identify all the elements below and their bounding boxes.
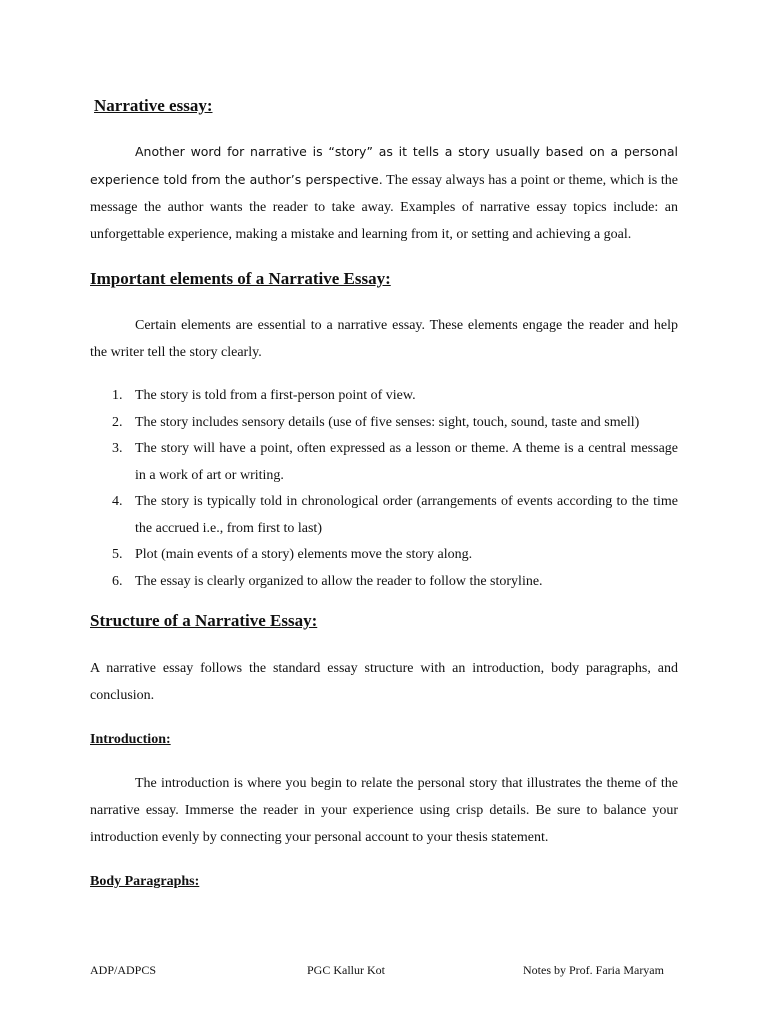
- list-item-number: 6.: [112, 573, 123, 589]
- structure-paragraph: A narrative essay follows the standard essay structure with an introduction, body paragraphs, and conclusion.: [90, 661, 678, 703]
- intro-paragraph: [90, 138, 678, 248]
- list-item-text: The story is typically told in chronological order (arrangements of events according to the time the accrued i.e., from first to last): [135, 494, 678, 536]
- footer-left: ADP/ADPCS: [90, 963, 157, 977]
- heading-body-paragraphs: Body Paragraphs:: [90, 874, 200, 889]
- introduction-paragraph: The introduction is where you begin to relate the personal story that illustrates the theme of the narrative essay. Immerse the reader in your experience using crisp details. Be sure to balance your introduction evenly by connecting your personal account to your thesis statement.: [90, 776, 678, 845]
- list-item: [90, 489, 678, 542]
- list-item: [90, 410, 678, 437]
- list-item: [90, 436, 678, 489]
- heading-introduction: Introduction:: [90, 732, 171, 747]
- list-item-number: 2.: [112, 414, 123, 430]
- list-item-text: Plot (main events of a story) elements move the story along.: [135, 547, 473, 562]
- list-item-number: 1.: [112, 388, 123, 403]
- elements-list: [90, 383, 678, 595]
- list-item: [90, 383, 678, 410]
- list-item-text: The essay is clearly organized to allow the reader to follow the storyline.: [135, 573, 543, 589]
- intro-paragraph-lead: Another word for narrative is “story” as it tells a story usually based on a personal experience told from the author’s perspective.: [90, 144, 678, 187]
- list-item: [90, 569, 678, 596]
- footer-right: Notes by Prof. Faria Maryam: [523, 963, 664, 977]
- heading-important-elements: Important elements of a Narrative Essay:: [90, 269, 391, 288]
- intro-paragraph-rest: The essay always has a point or theme, which is the message the author wants the reader to take away. Examples of narrative essay topics include: an unforgettable experience, making a mistake and learning from it, or setting and achieving a goal.: [90, 173, 678, 242]
- list-item-number: 5.: [112, 547, 123, 562]
- list-item-text: The story is told from a first-person point of view.: [135, 388, 416, 403]
- elements-paragraph: Certain elements are essential to a narrative essay. These elements engage the reader and help the writer tell the story clearly.: [90, 318, 678, 360]
- list-item-number: 4.: [112, 494, 123, 509]
- list-item-text: The story includes sensory details (use of five senses: sight, touch, sound, taste and smell): [135, 414, 640, 430]
- heading-structure: Structure of a Narrative Essay:: [90, 611, 318, 630]
- page-title: Narrative essay:: [94, 96, 213, 115]
- footer-center: PGC Kallur Kot: [307, 963, 385, 977]
- list-item-text: The story will have a point, often expressed as a lesson or theme. A theme is a central message in a work of art or writing.: [135, 441, 678, 483]
- list-item-number: 3.: [112, 441, 123, 456]
- list-item: [90, 542, 678, 569]
